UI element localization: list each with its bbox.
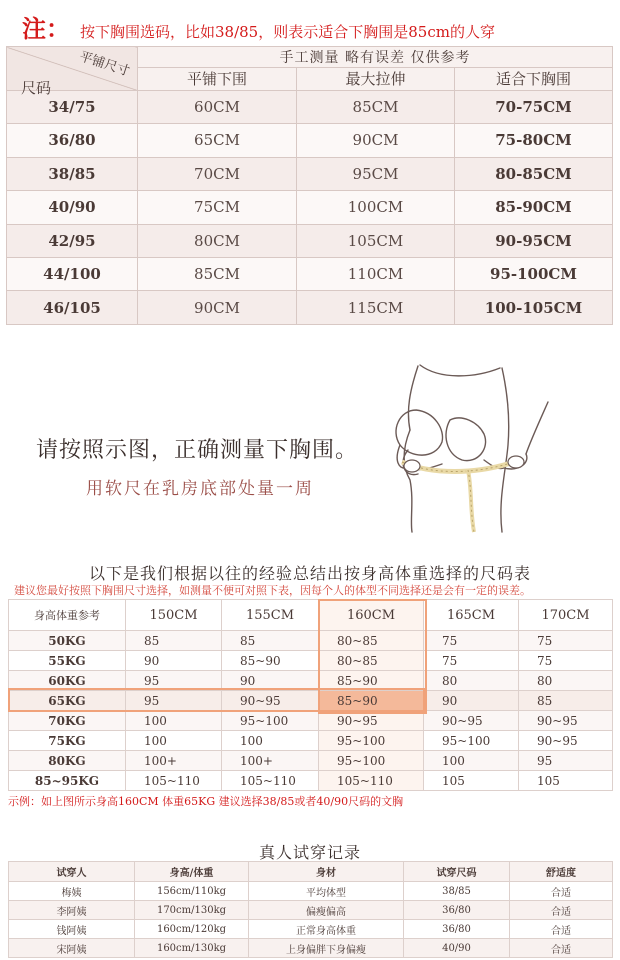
weight-row	[9, 671, 613, 691]
weight-row	[9, 731, 613, 751]
size-suggestion-cell: 105	[519, 771, 613, 791]
height-weight-table	[8, 599, 612, 790]
size-suggestion-cell: 95~100	[222, 711, 319, 731]
size-suggestion-cell: 105~110	[126, 771, 222, 791]
size-value-cell: 90CM	[297, 124, 455, 157]
size-suggestion-cell: 105	[424, 771, 519, 791]
note-prefix: 注：	[22, 14, 70, 43]
weight-label: 85~95KG	[9, 771, 126, 791]
trial-cell: 梅姨	[9, 882, 135, 901]
trial-cell: 钱阿姨	[9, 920, 135, 939]
trial-cell: 宋阿姨	[9, 939, 135, 958]
size-suggestion-cell: 80~85	[319, 651, 424, 671]
size-table-subtitle: 手工测量 略有误差 仅供参考	[138, 47, 613, 68]
size-suggestion-cell: 90	[126, 651, 222, 671]
trial-cell: 合适	[510, 901, 613, 920]
trial-header: 身材	[249, 862, 404, 882]
size-value-cell: 100CM	[297, 191, 455, 224]
weight-label: 65KG	[9, 691, 126, 711]
trial-header: 身高/体重	[135, 862, 249, 882]
trial-row	[9, 901, 613, 920]
trial-table	[8, 861, 612, 957]
column-header: 适合下胸围	[455, 68, 613, 91]
size-row	[7, 157, 613, 190]
size-suggestion-cell: 80	[519, 671, 613, 691]
size-suggestion-cell: 100	[126, 731, 222, 751]
size-value-cell: 95CM	[297, 157, 455, 190]
trial-row	[9, 920, 613, 939]
size-suggestion-cell: 100+	[222, 751, 319, 771]
size-value-cell: 90CM	[138, 291, 297, 325]
size-suggestion-cell: 75	[519, 631, 613, 651]
size-code-cell: 38/85	[7, 157, 138, 190]
size-suggestion-cell: 90	[222, 671, 319, 691]
size-code-cell: 46/105	[7, 291, 138, 325]
size-suggestion-cell: 105~110	[319, 771, 424, 791]
measuring-figure-icon	[380, 350, 550, 535]
weight-label: 60KG	[9, 671, 126, 691]
size-code-cell: 42/95	[7, 224, 138, 257]
size-value-cell: 75CM	[138, 191, 297, 224]
top-note	[22, 12, 612, 46]
size-row	[7, 291, 613, 325]
trial-cell: 156cm/110kg	[135, 882, 249, 901]
measure-illustration	[0, 340, 620, 540]
trial-cell: 36/80	[404, 901, 510, 920]
height-header: 150CM	[126, 600, 222, 631]
trial-cell: 正常身高体重	[249, 920, 404, 939]
trial-row	[9, 882, 613, 901]
size-code-cell: 40/90	[7, 191, 138, 224]
weight-row	[9, 751, 613, 771]
size-suggestion-cell: 75	[424, 631, 519, 651]
size-value-cell: 100-105CM	[455, 291, 613, 325]
size-suggestion-cell: 95	[126, 671, 222, 691]
height-header: 170CM	[519, 600, 613, 631]
size-suggestion-cell: 100+	[126, 751, 222, 771]
size-value-cell: 90-95CM	[455, 224, 613, 257]
size-suggestion-cell: 100	[222, 731, 319, 751]
measure-headline: 请按照示图，正确测量下胸围。	[36, 438, 359, 463]
size-row	[7, 124, 613, 157]
size-suggestion-cell: 85~90	[319, 671, 424, 691]
trial-cell: 平均体型	[249, 882, 404, 901]
trial-header: 舒适度	[510, 862, 613, 882]
measure-caption: 用软尺在乳房底部处量一周	[86, 479, 314, 499]
height-weight-corner: 身高体重参考	[9, 600, 126, 631]
trial-row	[9, 939, 613, 958]
size-suggestion-cell: 95~100	[319, 731, 424, 751]
column-header: 最大拉伸	[297, 68, 455, 91]
trial-cell: 160cm/130kg	[135, 939, 249, 958]
weight-row	[9, 771, 613, 791]
size-value-cell: 85CM	[297, 90, 455, 123]
trial-cell: 李阿姨	[9, 901, 135, 920]
size-suggestion-cell: 85~90	[222, 651, 319, 671]
size-suggestion-cell: 95~100	[424, 731, 519, 751]
trial-cell: 上身偏胖下身偏瘦	[249, 939, 404, 958]
weight-label: 55KG	[9, 651, 126, 671]
height-header: 160CM	[319, 600, 424, 631]
size-row	[7, 90, 613, 123]
size-row	[7, 257, 613, 290]
corner-bottom-label: 尺码	[21, 79, 52, 97]
weight-row	[9, 691, 613, 711]
trial-cell: 合适	[510, 939, 613, 958]
size-suggestion-cell: 90~95	[519, 731, 613, 751]
size-row	[7, 191, 613, 224]
recommended-size-cell: 85~90	[319, 691, 424, 711]
trial-cell: 160cm/120kg	[135, 920, 249, 939]
size-value-cell: 85-90CM	[455, 191, 613, 224]
size-value-cell: 60CM	[138, 90, 297, 123]
trial-cell: 40/90	[404, 939, 510, 958]
trial-cell: 170cm/130kg	[135, 901, 249, 920]
size-value-cell: 85CM	[138, 257, 297, 290]
size-suggestion-cell: 90~95	[319, 711, 424, 731]
trial-header: 试穿尺码	[404, 862, 510, 882]
column-header: 平铺下围	[138, 68, 297, 91]
weight-row	[9, 711, 613, 731]
size-suggestion-cell: 90~95	[222, 691, 319, 711]
size-value-cell: 70-75CM	[455, 90, 613, 123]
size-value-cell: 105CM	[297, 224, 455, 257]
height-weight-note: 建议您最好按照下胸围尺寸选择，如测量不便可对照下表，因每个人的体型不同选择还是会有一定的误差。	[14, 584, 531, 597]
trial-title: 真人试穿记录	[258, 843, 361, 862]
size-suggestion-cell: 95	[519, 751, 613, 771]
size-suggestion-cell: 85	[519, 691, 613, 711]
example-note: 示例：如上图所示身高160CM 体重65KG 建议选择38/85或者40/90尺码的文胸	[8, 795, 404, 808]
size-suggestion-cell: 90	[424, 691, 519, 711]
weight-label: 75KG	[9, 731, 126, 751]
trial-header: 试穿人	[9, 862, 135, 882]
height-header: 165CM	[424, 600, 519, 631]
size-suggestion-cell: 85	[222, 631, 319, 651]
weight-label: 70KG	[9, 711, 126, 731]
size-suggestion-cell: 100	[126, 711, 222, 731]
size-suggestion-cell: 90~95	[519, 711, 613, 731]
size-table-corner	[7, 47, 138, 97]
size-value-cell: 75-80CM	[455, 124, 613, 157]
size-code-cell: 44/100	[7, 257, 138, 290]
size-value-cell: 80-85CM	[455, 157, 613, 190]
size-table	[6, 46, 612, 325]
height-header: 155CM	[222, 600, 319, 631]
size-suggestion-cell: 90~95	[424, 711, 519, 731]
weight-label: 50KG	[9, 631, 126, 651]
size-value-cell: 80CM	[138, 224, 297, 257]
trial-cell: 偏瘦偏高	[249, 901, 404, 920]
trial-cell: 38/85	[404, 882, 510, 901]
size-suggestion-cell: 100	[424, 751, 519, 771]
trial-cell: 合适	[510, 882, 613, 901]
trial-cell: 36/80	[404, 920, 510, 939]
size-suggestion-cell: 75	[424, 651, 519, 671]
height-weight-title: 以下是我们根据以往的经验总结出按身高体重选择的尺码表	[88, 564, 531, 583]
size-suggestion-cell: 80~85	[319, 631, 424, 651]
note-text: 按下胸围选码，比如38/85，则表示适合下胸围是85cm的人穿	[80, 23, 495, 41]
size-value-cell: 70CM	[138, 157, 297, 190]
weight-label: 80KG	[9, 751, 126, 771]
size-code-cell: 34/75	[7, 90, 138, 123]
size-suggestion-cell: 105~110	[222, 771, 319, 791]
corner-top-label: 平铺尺寸	[77, 49, 132, 80]
weight-row	[9, 651, 613, 671]
size-suggestion-cell: 95~100	[319, 751, 424, 771]
size-suggestion-cell: 80	[424, 671, 519, 691]
size-suggestion-cell: 95	[126, 691, 222, 711]
weight-row	[9, 631, 613, 651]
size-code-cell: 36/80	[7, 124, 138, 157]
trial-cell: 合适	[510, 920, 613, 939]
size-value-cell: 110CM	[297, 257, 455, 290]
size-value-cell: 95-100CM	[455, 257, 613, 290]
size-suggestion-cell: 85	[126, 631, 222, 651]
size-suggestion-cell: 75	[519, 651, 613, 671]
size-row	[7, 224, 613, 257]
size-value-cell: 115CM	[297, 291, 455, 325]
size-value-cell: 65CM	[138, 124, 297, 157]
